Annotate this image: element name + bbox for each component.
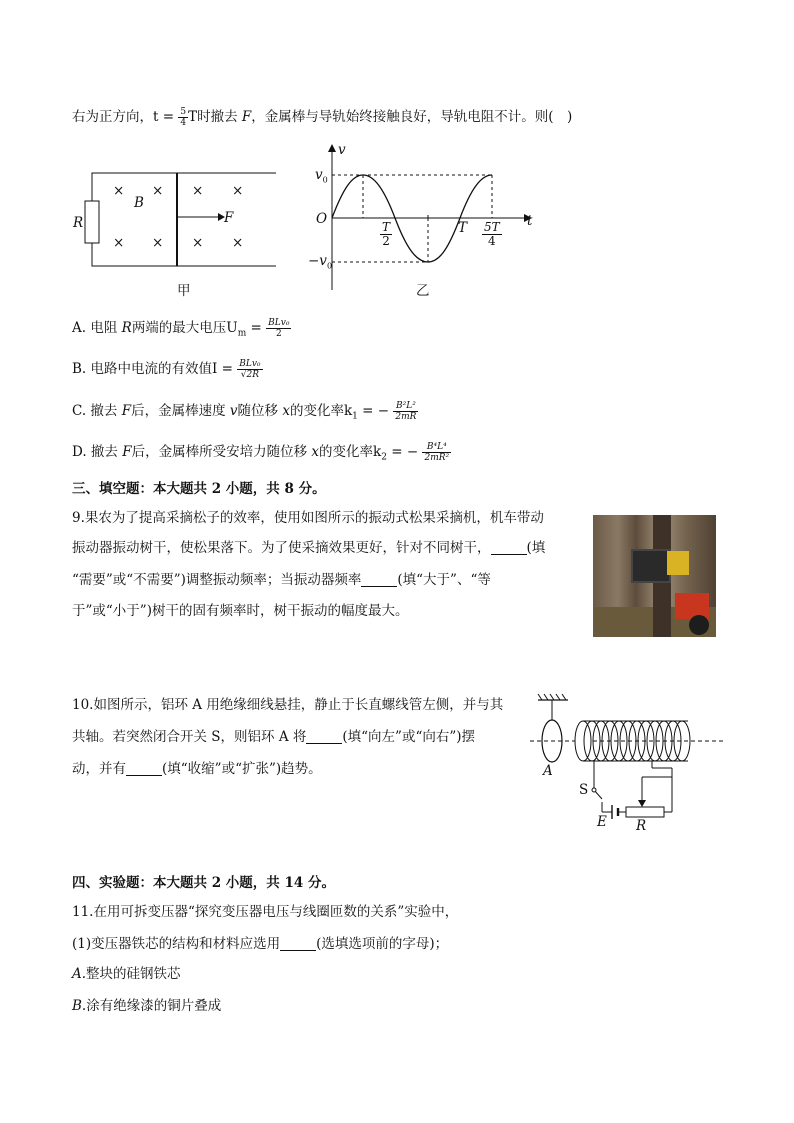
photo-shaker-clamp <box>631 549 671 583</box>
frac-denominator: 4 <box>180 118 187 128</box>
v0-label <box>315 167 328 185</box>
v0-base: v <box>315 167 323 183</box>
frac-denominator: √2R <box>240 370 259 380</box>
q8-intro-text-3: ，金属棒与导轨始终接触良好，导轨电阻不计。则( ) <box>251 109 573 125</box>
q10-text-2: (填“向左”或“向右”)摆 <box>342 729 476 745</box>
tick-T-half-num: T <box>382 220 391 234</box>
label-A-ring: A <box>543 763 553 779</box>
field-cross: × <box>192 183 204 199</box>
option-letter: B. <box>72 998 87 1014</box>
field-cross: × <box>232 235 244 251</box>
equals-sign: = <box>246 320 267 336</box>
q11-option-B <box>72 996 221 1016</box>
figure-yi-graph <box>300 140 540 300</box>
q11-line-1: 11.在用可拆变压器“探究变压器电压与线圈匝数的关系”实验中， <box>72 904 459 920</box>
equals-neg: = − <box>357 403 390 419</box>
var-x: x <box>311 444 320 460</box>
axis-t-label: t <box>527 213 533 229</box>
option-B-text: B. 电路中电流的有效值I = <box>72 361 238 377</box>
frac-numerator: BLv₀ <box>268 318 290 328</box>
photo-wheel <box>689 615 709 635</box>
option-letter: A. <box>72 966 87 982</box>
field-cross: × <box>192 235 204 251</box>
q9-line-1: 9.果农为了提高采摘松子的效率，使用如图所示的振动式松果采摘机，机车带动 <box>72 510 544 526</box>
frac-numerator: B⁴L⁴ <box>422 442 451 453</box>
label-S-switch: S <box>579 782 589 798</box>
frac-numerator: BLv₀ <box>239 359 261 369</box>
option-C <box>72 401 418 427</box>
var-v: v <box>229 403 238 419</box>
var-F: F <box>241 109 252 125</box>
var-F: F <box>121 403 132 419</box>
sub-m: m <box>237 328 247 339</box>
q10-text-4: (填“收缩”或“扩张”)趋势。 <box>162 761 322 777</box>
neg-v0-sub: 0 <box>326 261 333 271</box>
tick-T-half <box>380 221 392 248</box>
pine-harvester-photo <box>593 515 716 637</box>
option-D <box>72 442 451 468</box>
q11-option-B-text: 涂有绝缘漆的铜片叠成 <box>86 998 222 1014</box>
answer-blank[interactable] <box>280 936 316 951</box>
label-R-rheostat: R <box>636 818 647 834</box>
q9-text: 振动器振动树干，使松果落下。为了使采摘效果更好，针对不同树干， <box>72 540 491 556</box>
field-cross: × <box>113 235 125 251</box>
option-A <box>72 318 291 344</box>
q9-line-2 <box>72 538 545 558</box>
q8-intro-text: 右为正方向，t = <box>72 109 175 125</box>
field-cross: × <box>232 183 244 199</box>
answer-blank[interactable] <box>491 540 527 555</box>
frac-numerator: B²L² <box>393 401 418 412</box>
q10-line-3 <box>72 759 322 779</box>
var-F: F <box>122 444 132 460</box>
q9-line-3 <box>72 570 491 590</box>
section-4-heading: 四、实验题：本大题共 2 小题，共 14 分。 <box>72 875 335 891</box>
q9-text-2: (填 <box>526 540 546 556</box>
option-D-text: 后，金属棒所受安培力随位移 <box>131 444 308 460</box>
q11-option-A-text: 整块的硅钢铁芯 <box>86 966 181 982</box>
axis-v-label: v <box>338 142 346 158</box>
caption-jia: 甲 <box>177 283 191 299</box>
option-C-prefix: C. 撤去 <box>72 403 118 419</box>
field-cross: × <box>152 183 164 199</box>
tick-5T-quarter <box>482 221 502 248</box>
q8-intro-text-2: T时撤去 <box>188 109 238 125</box>
q8-intro-line <box>72 107 572 128</box>
q11-text-2: (选填选项前的字母)； <box>316 936 449 952</box>
answer-blank[interactable] <box>361 572 397 587</box>
origin-label: O <box>316 211 328 227</box>
neg-v0-base: −v <box>308 253 327 269</box>
answer-blank[interactable] <box>126 761 162 776</box>
tick-T: T <box>458 220 468 236</box>
figure-solenoid-circuit <box>530 692 730 837</box>
answer-blank[interactable] <box>306 729 342 744</box>
caption-yi: 乙 <box>416 283 430 299</box>
option-A-prefix: A. 电阻 <box>72 320 118 336</box>
q9-line-4: 于”或“小于”)树干的固有频率时，树干振动的幅度最大。 <box>72 603 409 619</box>
option-A-fraction <box>266 318 291 339</box>
option-C-text: 后，金属棒速度 <box>131 403 226 419</box>
section-3-heading: 三、填空题：本大题共 2 小题，共 8 分。 <box>72 481 326 497</box>
option-D-prefix: D. 撤去 <box>72 444 118 460</box>
option-B-fraction <box>237 359 262 380</box>
five-quarters-fraction <box>178 107 188 128</box>
q11-line-2 <box>72 934 448 954</box>
neg-v0-label <box>308 253 332 271</box>
tick-T-half-den: 2 <box>382 234 390 248</box>
q10-text: 共轴。若突然闭合开关 S，则铝环 A 将 <box>72 729 307 745</box>
equals-neg: = − <box>386 444 419 460</box>
label-R-jia: R <box>73 215 84 231</box>
field-cross: × <box>152 235 164 251</box>
label-B: B <box>134 195 144 211</box>
option-B <box>72 359 263 380</box>
q9-text-4: (填“大于”、“等 <box>397 572 491 588</box>
label-F: F <box>224 210 234 226</box>
label-E-battery: E <box>597 814 607 830</box>
v0-sub: 0 <box>322 175 328 185</box>
option-D-text-2: 的变化率k <box>319 444 382 460</box>
q9-text-3: “需要”或“不需要”)调整振动频率；当振动器频率 <box>72 572 362 588</box>
option-C-fraction <box>393 401 418 422</box>
option-D-fraction <box>422 442 451 463</box>
q10-line-1: 10.如图所示，铝环 A 用绝缘细线悬挂，静止于长直螺线管左侧，并与其 <box>72 697 504 713</box>
sub-2: 2 <box>381 452 387 463</box>
sub-1: 1 <box>352 411 358 422</box>
photo-yellow-arm <box>667 551 689 575</box>
var-R: R <box>121 320 132 336</box>
figure-jia-circuit <box>66 165 282 295</box>
q10-text-3: 动，并有 <box>72 761 126 777</box>
tick-5T-num: 5T <box>484 220 500 234</box>
q11-text: (1)变压器铁芯的结构和材料应选用 <box>72 936 281 952</box>
frac-denominator: 2 <box>275 329 282 339</box>
frac-denominator: 2mR² <box>424 453 450 463</box>
frac-numerator: 5 <box>180 107 187 117</box>
tick-5T-den: 4 <box>488 234 496 248</box>
field-cross: × <box>113 183 125 199</box>
q10-line-2 <box>72 727 475 747</box>
option-A-text: 两端的最大电压U <box>131 320 238 336</box>
option-C-text-2: 随位移 <box>237 403 279 419</box>
q11-option-A <box>72 964 181 984</box>
option-C-text-3: 的变化率k <box>289 403 353 419</box>
var-x: x <box>282 403 290 419</box>
frac-denominator: 2mR <box>395 412 417 422</box>
photo-tractor <box>675 593 709 619</box>
